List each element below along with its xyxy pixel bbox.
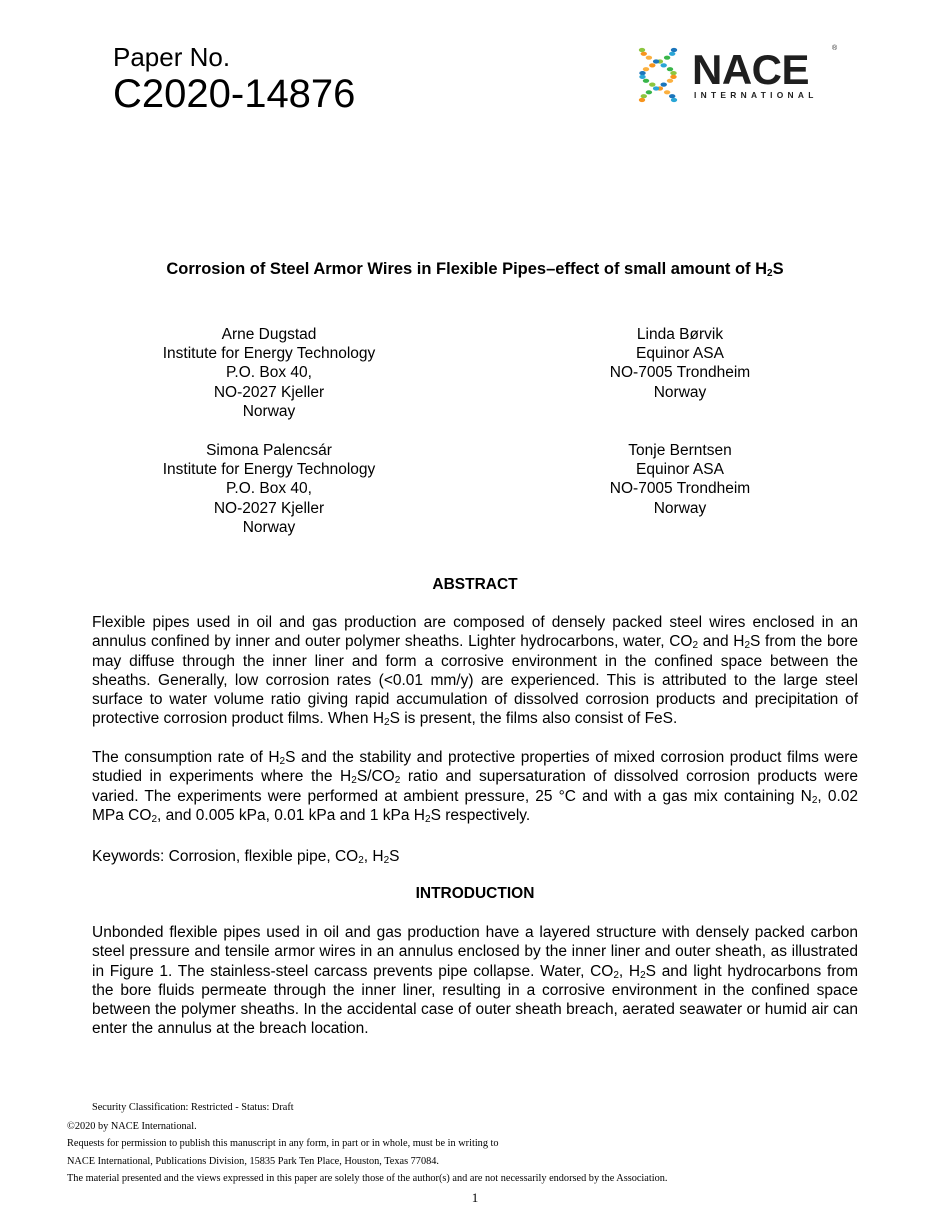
logo-dot (661, 83, 667, 87)
logo-registered-mark: ® (832, 45, 838, 52)
logo-dot (664, 56, 670, 60)
author-address: NO-2027 Kjeller (213, 383, 325, 401)
author-name: Simona Palencsár (206, 442, 332, 459)
author-name: Linda Børvik (636, 326, 724, 343)
author-address: NO-7005 Trondheim (609, 364, 751, 382)
logo-dot (669, 52, 675, 56)
title-text: Corrosion of Steel Armor Wires in Flexible Pipes–effect of small amount of H (166, 260, 768, 278)
introduction-paragraph: Unbonded flexible pipes used in oil and gas production have a layered structure with densely packed carbon steel pressure and tensile armor wires in an annulus enclosed by the inner liner and outer sheath, as illustrated in Figure 1. The stainless-steel carcass prevents pipe collapse. Water, $CO_2$, $H_2S$ and light hydrocarbons from the bore fluids permeate through the inner liner, resulting in a corrosive environment in the confined space between the polymer sheaths. In the accidental case of outer sheath breach, aerated seawater or humid air can enter the annulus at the breach location. (92, 924, 858, 1038)
logo-dot (669, 94, 675, 98)
logo-dot (643, 67, 649, 71)
paper-title (0, 260, 950, 279)
author-block (119, 441, 419, 537)
publisher-address: NACE International, Publications Division, 15835 Park Ten Place, Houston, Texas 77084. (67, 1156, 439, 1167)
logo-dot (639, 71, 645, 75)
logo-text: NACE (692, 46, 810, 93)
author-affiliation: Equinor ASA (636, 345, 724, 363)
logo-dot (671, 48, 677, 52)
nace-logo (634, 44, 844, 106)
nace-logo-mark (634, 44, 844, 106)
author-name: Tonje Berntsen (628, 442, 732, 459)
abstract-heading: ABSTRACT (432, 576, 518, 593)
logo-dot (641, 52, 647, 56)
author-affiliation: Institute for Energy Technology (162, 345, 376, 363)
introduction-heading: INTRODUCTION (415, 885, 535, 902)
paper-label: Paper No. (113, 42, 231, 72)
logo-dot (639, 75, 645, 79)
logo-dot (653, 59, 659, 63)
logo-dot (643, 79, 649, 83)
author-country: Norway (242, 402, 296, 420)
copyright-notice: ©2020 by NACE International. (67, 1121, 197, 1132)
logo-dot (649, 83, 655, 87)
author-address: NO-7005 Trondheim (609, 480, 751, 498)
author-block (119, 325, 419, 421)
author-block (530, 325, 830, 402)
logo-dot (641, 94, 647, 98)
author-block (530, 441, 830, 518)
logo-dot (653, 86, 659, 90)
abstract-paragraph: Flexible pipes used in oil and gas production are composed of densely packed steel wires enclosed in an annulus confined by inner and outer polymer sheaths. Lighter hydrocarbons, water, $CO_2$ and $H_2S$ from the bore may diffuse through the inner liner and form a corrosive environment in the confined space between the sheaths. Generally, low corrosion rates (<0.01 mm/y) are experienced. This is attributed to the large steel surface to water volume ratio giving rapid accumulation of dissolved corrosion products and precipitation of protective corrosion product films. When $H_2S$ is present, the films also consist of FeS. (92, 614, 858, 729)
disclaimer: The material presented and the views expressed in this paper are solely those of the author(s) and are not necessarily endorsed by the Association. (67, 1173, 668, 1184)
author-affiliation: Institute for Energy Technology (162, 461, 376, 479)
paper-number: C2020-14876 (113, 72, 356, 116)
logo-dot (661, 63, 667, 67)
logo-dot (670, 71, 676, 75)
page-number: 1 (471, 1190, 479, 1205)
author-address: P.O. Box 40, (226, 480, 312, 498)
logo-dot (670, 75, 676, 79)
author-country: Norway (653, 499, 707, 517)
author-address: P.O. Box 40, (226, 364, 312, 382)
title-tail: S (772, 260, 784, 278)
author-name: Arne Dugstad (221, 326, 317, 343)
logo-dot (646, 56, 652, 60)
logo-dot (639, 98, 645, 102)
logo-dot (671, 98, 677, 102)
logo-subtext: INTERNATIONAL (694, 90, 818, 100)
logo-dot (667, 67, 673, 71)
abstract-paragraph: The consumption rate of $H_2S$ and the stability and protective properties of mixed corrosion product films were studied in experiments where the $H_2S/CO_2$ ratio and supersaturation of dissolved corrosion products were varied. The experiments were performed at ambient pressure, 25 °C and with a gas mix containing $N_2$, 0.02 MPa $CO_2$, and 0.005 kPa, 0.01 kPa and 1 kPa $H_2S$ respectively. (92, 749, 858, 825)
security-classification: Security Classification: Restricted - Status: Draft (92, 1102, 294, 1113)
author-country: Norway (653, 383, 707, 401)
logo-dot (646, 90, 652, 94)
logo-dot (649, 63, 655, 67)
logo-dot (639, 48, 645, 52)
author-address: NO-2027 Kjeller (213, 499, 325, 517)
permission-notice: Requests for permission to publish this manuscript in any form, in part or in whole, must be in writing to (67, 1138, 499, 1149)
logo-dot (667, 79, 673, 83)
keywords: Keywords: Corrosion, flexible pipe, $CO_2$, $H_2S$ (92, 848, 400, 866)
logo-dot (664, 90, 670, 94)
author-affiliation: Equinor ASA (636, 461, 724, 479)
title-subscript: 2 (767, 268, 773, 279)
author-country: Norway (242, 518, 296, 536)
